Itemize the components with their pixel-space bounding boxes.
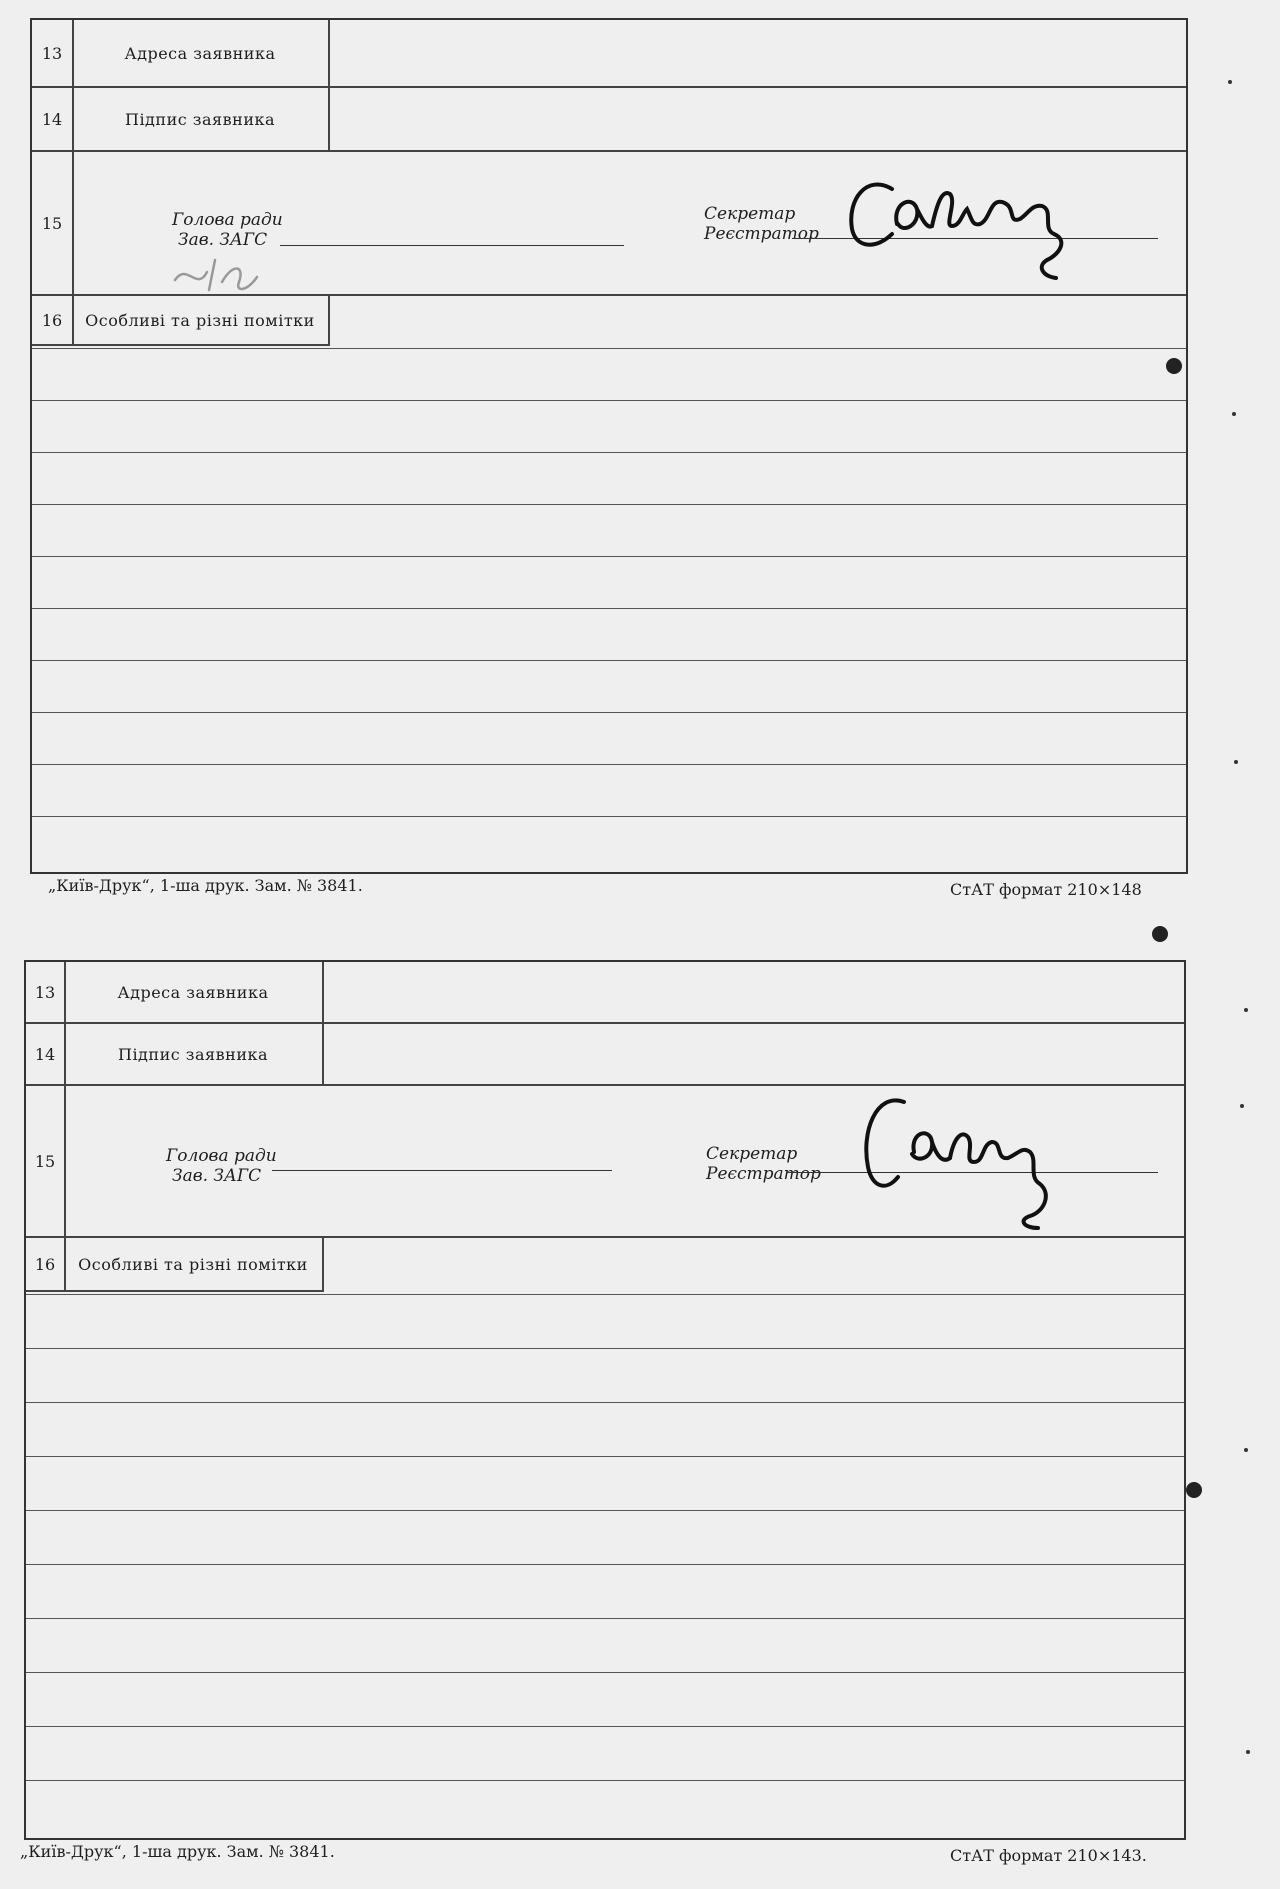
notes-line — [32, 348, 1186, 349]
notes-line — [32, 660, 1186, 661]
notes-line — [26, 1402, 1184, 1403]
notes-line — [32, 764, 1186, 765]
row-number: 16 — [26, 1238, 66, 1292]
registry-head-title: Зав. ЗАГС — [172, 1166, 262, 1186]
form-format: СтАТ формат 210×143. — [950, 1846, 1147, 1865]
registrar-title: Реєстратор — [704, 224, 819, 244]
chairman-title: Голова ради — [166, 1146, 277, 1166]
notes-line — [32, 608, 1186, 609]
registry-head-title: Зав. ЗАГС — [178, 230, 268, 250]
chairman-signature-line — [280, 245, 624, 246]
secretary-title: Секретар — [706, 1144, 798, 1164]
row-number: 13 — [32, 20, 74, 86]
pencil-mark — [167, 252, 287, 294]
row-number: 15 — [32, 152, 74, 294]
notes-line — [26, 1564, 1184, 1565]
row-applicant-signature — [32, 88, 1186, 152]
row-number: 14 — [26, 1024, 66, 1084]
notes-line — [26, 1672, 1184, 1673]
notes-line — [26, 1780, 1184, 1781]
notes-line — [26, 1456, 1184, 1457]
row-applicant-signature — [26, 1024, 1184, 1086]
row-applicant-address — [26, 962, 1184, 1024]
notes-line — [32, 400, 1186, 401]
paper-speck — [1244, 1448, 1248, 1452]
row-applicant-address — [32, 20, 1186, 88]
registrar-title: Реєстратор — [706, 1164, 821, 1184]
row-label: Адреса заявника — [64, 962, 324, 1022]
notes-line — [32, 504, 1186, 505]
printer-imprint: „Київ-Друк“, 1-ша друк. Зам. № 3841. — [20, 1842, 335, 1861]
paper-speck — [1246, 1750, 1250, 1754]
secretary-title-block — [706, 1144, 821, 1184]
row-officials-signatures — [26, 1086, 1184, 1238]
row-special-notes — [26, 1238, 1184, 1292]
row-label: Особливі та різні помітки — [64, 1238, 324, 1292]
row-label: Підпис заявника — [64, 1024, 324, 1084]
secretary-handwritten-signature — [832, 154, 1092, 284]
notes-line — [26, 1618, 1184, 1619]
top-form — [30, 18, 1188, 874]
row-label: Адреса заявника — [72, 20, 330, 86]
chairman-title: Голова ради — [172, 210, 283, 230]
binding-hole — [1186, 1482, 1202, 1498]
notes-line — [26, 1348, 1184, 1349]
binding-hole — [1166, 358, 1182, 374]
chairman-title-block — [166, 1146, 277, 1186]
row-label: Особливі та різні помітки — [72, 296, 330, 346]
chairman-signature-line — [272, 1170, 612, 1171]
paper-speck — [1228, 80, 1232, 84]
notes-line — [32, 556, 1186, 557]
notes-line — [32, 452, 1186, 453]
row-number: 16 — [32, 296, 74, 346]
secretary-title: Секретар — [704, 204, 796, 224]
paper-speck — [1240, 1104, 1244, 1108]
bottom-form — [24, 960, 1186, 1840]
row-number: 14 — [32, 88, 74, 150]
chairman-title-block — [172, 210, 283, 250]
printer-imprint: „Київ-Друк“, 1-ша друк. Зам. № 3841. — [48, 876, 363, 895]
form-format: СтАТ формат 210×148 — [950, 880, 1142, 899]
paper-speck — [1234, 760, 1238, 764]
notes-line — [32, 712, 1186, 713]
row-officials-signatures — [32, 152, 1186, 296]
notes-line — [32, 816, 1186, 817]
row-number: 15 — [26, 1086, 66, 1236]
notes-line — [26, 1510, 1184, 1511]
paper-speck — [1244, 1008, 1248, 1012]
secretary-handwritten-signature — [846, 1082, 1066, 1232]
notes-line — [26, 1294, 1184, 1295]
row-special-notes — [32, 296, 1186, 346]
row-number: 13 — [26, 962, 66, 1022]
binding-hole — [1152, 926, 1168, 942]
row-label: Підпис заявника — [72, 88, 330, 150]
notes-line — [26, 1726, 1184, 1727]
paper-speck — [1232, 412, 1236, 416]
